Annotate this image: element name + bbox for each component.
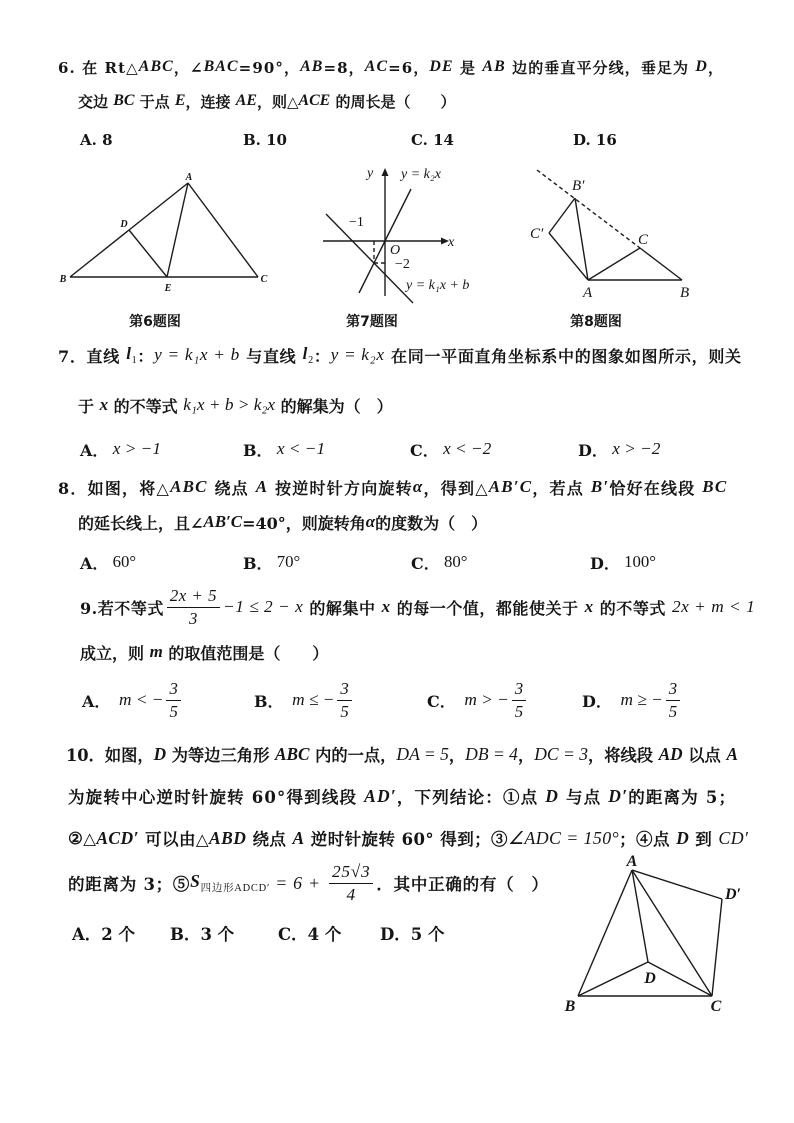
italic-symbol [154, 744, 166, 765]
question-9-option-c [427, 675, 529, 725]
fraction-numerator: 3 [666, 679, 680, 700]
symbol-base: x [99, 395, 109, 414]
fraction-denominator: 4 [346, 884, 356, 904]
text-segment: B．3 个 [170, 925, 235, 944]
italic-symbol [303, 344, 314, 366]
italic-symbol [365, 58, 388, 76]
segment-de [129, 230, 167, 277]
symbol-subscript: 1 [131, 355, 138, 367]
text-segment: 的距离为 3；⑤ [68, 875, 191, 894]
text-segment: ；④点 [619, 830, 677, 849]
math-expression: y = k₁x + b [154, 345, 241, 364]
text-segment: =90°， [238, 58, 301, 77]
line-l2-label: y = k₂x [401, 167, 441, 182]
italic-symbol [298, 92, 330, 110]
fraction [337, 679, 351, 721]
math-expression: x > −2 [607, 439, 661, 458]
text-segment: 的延长线上，且∠ [78, 513, 204, 533]
italic-symbol [100, 395, 108, 415]
figure-q6-caption: 第6题图 [129, 314, 181, 330]
italic-symbol [585, 597, 594, 617]
segment-dc [648, 962, 712, 996]
symbol-base: AB′C [488, 477, 533, 496]
text-segment: 的每一个值，都能使关于 [390, 598, 585, 618]
text-segment: ： [137, 346, 155, 366]
fraction-denominator: 5 [514, 701, 524, 721]
label-a: A [583, 285, 593, 301]
symbol-base: AD′ [364, 785, 397, 806]
text-segment: 于 [78, 396, 100, 416]
fraction-numerator: 2x + 5 [167, 586, 220, 607]
segment-d-prime-c [712, 899, 722, 996]
text-segment: 的取值范围是（ ） [162, 643, 329, 663]
fraction-numerator: 3 [166, 679, 180, 700]
symbol-base: D [676, 827, 690, 848]
segment-ad-prime [632, 870, 722, 899]
question-7-option-c [410, 429, 491, 469]
label-d: D [644, 970, 656, 987]
numeric-value: 60° [108, 552, 137, 571]
segment-bd [578, 962, 648, 996]
question-7-option-d [578, 429, 660, 469]
question-10-stem-line-2 [68, 776, 736, 816]
math-expression: ∠ADC = 150° [508, 827, 620, 848]
italic-symbol [726, 744, 738, 765]
symbol-base: x [381, 597, 391, 616]
text-segment: 是 [453, 58, 483, 77]
italic-symbol [236, 92, 257, 110]
text-segment: B. 10 [243, 131, 287, 149]
math-expression: DB = 4 [465, 743, 518, 764]
symbol-base: α [412, 477, 424, 496]
label-c: C [260, 274, 268, 285]
math-expression: m ≥ − [611, 690, 663, 709]
symbol-base: S [190, 870, 201, 891]
italic-symbol [659, 744, 683, 765]
question-7-stem-line-1 [58, 335, 742, 375]
math-expression: m > − [455, 690, 509, 709]
label-c: C [710, 998, 722, 1015]
italic-symbol [702, 477, 727, 497]
symbol-base: AC [364, 58, 389, 75]
math-expression: m < − [110, 690, 164, 709]
side-ab [578, 870, 632, 996]
symbol-base: ABC [170, 477, 208, 496]
question-7-stem-line-2 [78, 385, 393, 425]
italic-symbol [204, 58, 239, 76]
symbol-base: D [153, 743, 167, 764]
text-segment: A． [80, 440, 109, 460]
text-segment: B． [243, 553, 273, 573]
symbol-base: D [695, 58, 708, 75]
question-9-option-a [82, 675, 184, 725]
question-8-option-c [411, 542, 467, 582]
symbol-subscript: 2 [308, 355, 314, 367]
question-9-option-d [582, 675, 683, 725]
fraction-denominator: 5 [340, 701, 349, 721]
symbol-base: α [365, 512, 376, 531]
text-segment: 10．如图， [66, 746, 154, 765]
side-cb [640, 248, 682, 280]
italic-symbol [608, 786, 628, 807]
math-expression: = 6 + [270, 872, 326, 893]
text-segment: A. 8 [80, 131, 113, 149]
text-segment: ， [708, 58, 725, 77]
symbol-base: D′ [608, 785, 629, 806]
figure-q10-equilateral-triangle [540, 848, 760, 1020]
symbol-base: AB′C [203, 512, 243, 531]
symbol-base: AD [658, 743, 683, 764]
text-segment: ，得到△ [423, 478, 489, 498]
question-6-stem-line-2 [78, 81, 456, 121]
label-a: A [185, 172, 193, 183]
text-segment: ，则△ [256, 92, 299, 111]
side-b-prime-c-prime [549, 198, 575, 233]
italic-symbol [139, 58, 174, 76]
symbol-base: BC [113, 92, 135, 109]
fraction [167, 586, 220, 628]
question-9-option-b [254, 675, 355, 725]
text-segment: ．其中正确的有（ ） [376, 875, 549, 894]
figure-q8-caption: 第8题图 [570, 314, 622, 330]
text-segment: D． [578, 440, 608, 460]
text-segment: 为等边三角形 [166, 746, 275, 765]
line-l1-label: y = k₁x + b [406, 278, 470, 293]
text-segment: ，下列结论：①点 [396, 788, 546, 807]
question-8-stem-line-1 [58, 467, 727, 507]
text-segment: 绕点 [246, 830, 293, 849]
text-segment: 可以由△ [138, 830, 210, 849]
question-10-option-a [72, 913, 135, 953]
text-segment: D．5 个 [380, 925, 445, 944]
fraction-numerator: 25√3 [329, 862, 373, 884]
text-segment: =6， [388, 58, 430, 77]
figure-q8-rotation [530, 170, 689, 301]
text-segment: 内的一点， [309, 746, 397, 765]
italic-symbol [126, 344, 137, 366]
question-7-option-a [80, 429, 161, 469]
symbol-base: ABC [274, 743, 310, 764]
fraction-denominator: 3 [188, 608, 198, 628]
text-segment: 按逆时针方向旋转 [268, 478, 413, 498]
label-d: D [120, 219, 128, 230]
math-expression: −1 ≤ 2 − x [223, 597, 304, 616]
figures-q6-to-q8 [0, 150, 794, 320]
numeric-value: 80° [439, 552, 468, 571]
symbol-base: AE [235, 92, 257, 109]
figure-q7-coordinate-plot [323, 166, 469, 303]
text-segment: 绕点 [207, 478, 256, 498]
symbol-base: A [255, 477, 269, 496]
question-7-option-b [243, 429, 325, 469]
text-segment: ，若点 [532, 478, 591, 498]
text-segment: A． [80, 553, 109, 573]
label-e: E [164, 283, 172, 294]
question-8-option-b [243, 542, 300, 582]
text-segment: =40°，则旋转角 [242, 513, 366, 533]
question-9-stem-line-2 [80, 632, 328, 672]
label-b: B [59, 274, 67, 285]
text-segment: 7．直线 [58, 346, 127, 366]
text-segment: 与直线 [240, 346, 303, 366]
italic-symbol [96, 828, 139, 849]
math-expression: x > −1 [108, 439, 161, 458]
text-segment: 的周长是（ ） [330, 92, 456, 111]
math-expression: x < −1 [272, 439, 326, 458]
side-ac [188, 183, 258, 277]
text-segment: 8．如图，将△ [58, 478, 171, 498]
fraction-denominator: 5 [169, 701, 178, 721]
text-segment: 在同一平面直角坐标系中的图象如图所示，则关 [384, 346, 742, 366]
italic-symbol [203, 512, 242, 532]
text-segment: ，将线段 [587, 746, 659, 765]
text-segment: ，连接 [185, 92, 236, 111]
text-segment: C．4 个 [278, 925, 342, 944]
text-segment: 9.若不等式 [80, 598, 164, 618]
italic-symbol [591, 477, 610, 497]
fraction [512, 679, 526, 721]
question-8-stem-line-2 [78, 502, 487, 542]
text-segment: =8， [323, 58, 365, 77]
italic-symbol [489, 477, 533, 497]
figure-q6-triangle [59, 172, 268, 294]
math-expression: 2x + m < 1 [671, 597, 756, 616]
symbol-base: ABD [209, 827, 247, 848]
math-expression: DA = 5 [396, 743, 449, 764]
text-segment: ， [448, 746, 466, 765]
label-d-prime: D′ [725, 886, 742, 903]
symbol-base: m [149, 642, 163, 661]
symbol-subscript: 四边形ADCD′ [200, 883, 270, 895]
label-c: C [638, 232, 649, 248]
y-axis-arrow-icon [382, 168, 389, 176]
text-segment: D. 16 [573, 131, 617, 149]
italic-symbol [429, 58, 453, 76]
question-10-option-d [380, 913, 445, 953]
text-segment: ， [517, 746, 535, 765]
axis-label-y: y [367, 166, 374, 181]
question-10-stem-line-1 [66, 734, 738, 774]
text-segment: D． [582, 691, 612, 711]
text-segment: 恰好在线段 [609, 478, 703, 498]
text-segment: D． [590, 553, 620, 573]
label-c-prime: C′ [530, 226, 544, 242]
symbol-base: BAC [203, 58, 239, 75]
text-segment: ，∠ [173, 58, 204, 77]
italic-symbol [300, 58, 323, 76]
symbol-base: E [174, 92, 186, 109]
text-segment: C． [410, 440, 439, 460]
math-expression: x < −2 [438, 439, 492, 458]
text-segment: A． [82, 691, 111, 711]
italic-symbol [150, 642, 163, 662]
text-segment: B． [243, 440, 273, 460]
question-10-option-c [278, 913, 341, 953]
italic-symbol [545, 786, 559, 807]
text-segment: C. 14 [411, 131, 454, 149]
question-10-option-b [170, 913, 234, 953]
question-9-stem-line-1 [80, 582, 755, 632]
italic-symbol [482, 58, 505, 76]
text-segment: 的度数为（ ） [375, 513, 488, 533]
symbol-base: ACD′ [96, 827, 139, 848]
text-segment: 于点 [134, 92, 175, 111]
label-b: B [564, 998, 576, 1015]
math-expression: CD′ [718, 827, 749, 848]
text-segment: 与点 [559, 788, 609, 807]
text-segment: 的解集为（ ） [275, 396, 393, 416]
symbol-base: AB [482, 58, 506, 75]
text-segment: 的不等式 [593, 598, 672, 618]
fraction-numerator: 3 [337, 679, 351, 700]
text-segment: 逆时针旋转 60° 得到；③ [304, 830, 508, 849]
italic-symbol [113, 92, 134, 110]
symbol-base: D [545, 785, 560, 806]
math-expression: m ≤ − [283, 690, 335, 709]
text-segment: B． [254, 691, 284, 711]
tick-label-y-minus-2: −2 [395, 257, 410, 272]
question-8-option-a [80, 542, 136, 582]
italic-symbol [413, 477, 424, 497]
label-b-prime: B′ [572, 178, 585, 194]
text-segment: 的解集中 [303, 598, 382, 618]
italic-symbol [170, 477, 208, 497]
italic-symbol [256, 477, 269, 497]
symbol-base: l [126, 343, 132, 363]
numeric-value: 70° [272, 552, 301, 571]
fraction [166, 679, 180, 721]
question-8-option-d [590, 542, 656, 582]
italic-symbol [293, 828, 305, 849]
text-segment: 到 [689, 830, 719, 849]
math-expression: k₁x + b > k₂x [183, 395, 276, 414]
italic-symbol [175, 92, 186, 110]
label-a: A [626, 853, 638, 870]
symbol-base: A [292, 827, 305, 848]
text-segment: ②△ [68, 828, 97, 848]
text-segment: 边的垂直平分线，垂足为 [505, 58, 696, 77]
symbol-base: AB [300, 58, 324, 75]
symbol-base: ACE [298, 92, 331, 109]
symbol-base: x [584, 597, 594, 616]
label-b: B [680, 285, 690, 301]
text-segment: ： [313, 346, 331, 366]
text-segment: C． [411, 553, 440, 573]
origin-label: O [390, 243, 401, 258]
fraction [329, 862, 373, 905]
text-segment: C． [427, 691, 456, 711]
axis-label-x: x [448, 235, 455, 250]
symbol-base: DE [429, 58, 454, 75]
text-segment: 的距离为 5； [628, 788, 737, 807]
italic-symbol [275, 744, 309, 765]
symbol-base: l [302, 343, 309, 363]
italic-symbol [366, 512, 375, 532]
figure-q7-caption: 第7题图 [346, 314, 398, 330]
symbol-base: ABC [138, 58, 174, 75]
italic-symbol [364, 786, 397, 807]
math-expression: DC = 3 [534, 743, 588, 764]
text-segment: 交边 [78, 92, 114, 111]
symbol-base: B′ [590, 477, 610, 496]
italic-symbol [209, 828, 246, 849]
text-segment: 的不等式 [108, 396, 184, 416]
italic-symbol [190, 871, 270, 895]
italic-symbol [676, 828, 689, 849]
fraction [666, 679, 680, 721]
italic-symbol [382, 597, 391, 617]
tick-label-x-minus-1: −1 [349, 215, 364, 230]
symbol-base: BC [702, 477, 728, 496]
text-segment: 以点 [682, 746, 727, 765]
text-segment: A．2 个 [72, 925, 136, 944]
fraction-numerator: 3 [512, 679, 526, 700]
text-segment: 6. 在 Rt△ [58, 58, 139, 77]
math-expression: y = k₂x [330, 345, 385, 364]
symbol-base: A [726, 743, 738, 764]
text-segment: 成立，则 [80, 643, 150, 663]
text-segment: 为旋转中心逆时针旋转 60°得到线段 [68, 788, 365, 807]
question-10-stem-line-4 [68, 858, 549, 908]
numeric-value: 100° [619, 552, 656, 571]
side-ac [588, 248, 640, 280]
italic-symbol [695, 58, 708, 76]
fraction-denominator: 5 [668, 701, 678, 721]
